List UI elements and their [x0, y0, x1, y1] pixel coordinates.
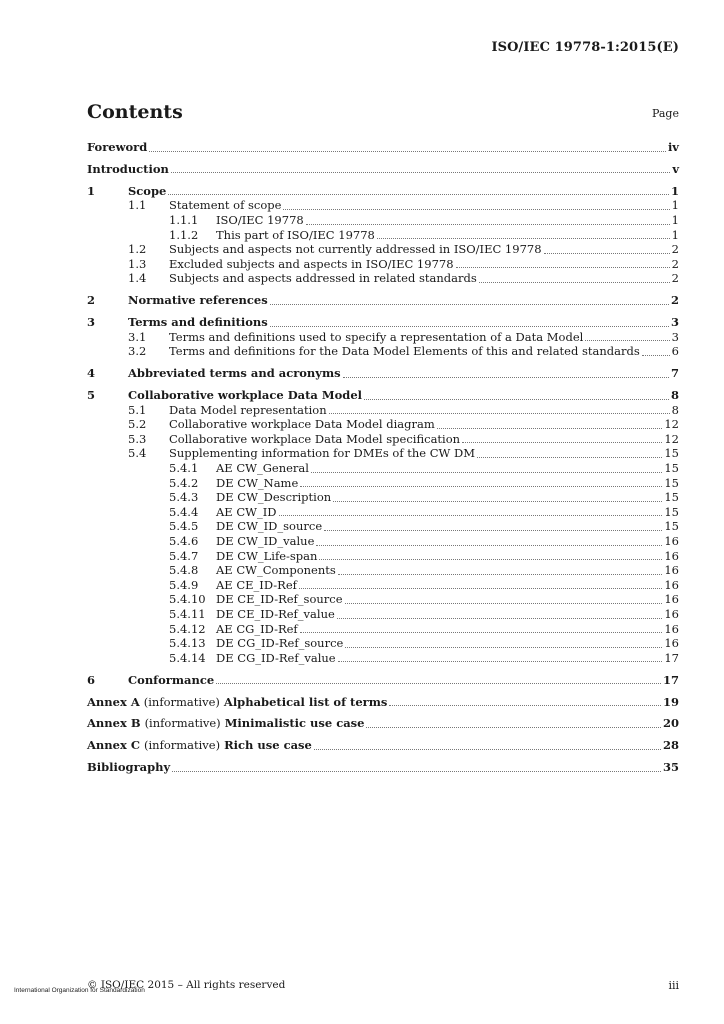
dot-leader — [333, 500, 662, 502]
toc-entry-page: 16 — [664, 563, 679, 578]
annex-label: Annex A — [87, 694, 140, 709]
toc-entry-title: DE CW_ID_value — [216, 534, 315, 549]
toc-entry[interactable] — [87, 622, 679, 637]
toc-entry[interactable] — [87, 271, 679, 286]
toc-entry-title: Introduction — [87, 161, 169, 176]
toc-entry-title: Collaborative workplace Data Model — [128, 388, 363, 403]
annex-label: Annex C — [87, 738, 140, 753]
toc-entry-page: 1 — [671, 198, 679, 213]
toc-entry[interactable] — [87, 198, 679, 213]
toc-entry[interactable] — [87, 490, 679, 505]
toc-entry-number: 1 — [87, 183, 96, 198]
dot-leader — [172, 770, 661, 772]
toc-entry[interactable] — [87, 651, 679, 666]
toc-entry-title — [87, 716, 364, 731]
dot-leader — [338, 660, 663, 662]
toc-entry-page: 6 — [671, 344, 679, 359]
toc-entry-number: 5 — [87, 388, 96, 403]
dot-leader — [324, 529, 662, 531]
dot-leader — [311, 471, 662, 473]
toc-entry-title: DE CG_ID-Ref_value — [216, 650, 336, 665]
toc-entry-page: 15 — [664, 461, 679, 476]
annex-title: Alphabetical list of terms — [223, 694, 388, 709]
dot-leader — [642, 354, 670, 356]
toc-entry-title: ISO/IEC 19778 — [216, 212, 304, 227]
toc-entry-title: DE CE_ID-Ref_source — [216, 592, 343, 607]
toc-entry-number: 5.4.3 — [169, 490, 199, 505]
toc-entry-title: Subjects and aspects not currently addressed in ISO/IEC 19778 — [169, 242, 542, 257]
toc-entry-number: 5.4.13 — [169, 636, 206, 651]
toc-entry-number: 1.3 — [128, 256, 147, 271]
toc-entry-page: 3 — [671, 329, 679, 344]
toc-entry[interactable] — [87, 716, 679, 731]
toc-entry[interactable] — [87, 140, 679, 155]
toc-entry-number: 5.2 — [128, 417, 147, 432]
toc-entry[interactable] — [87, 578, 679, 593]
dot-leader — [437, 427, 663, 429]
dot-leader — [456, 266, 670, 268]
toc-entry-number: 6 — [87, 672, 96, 687]
toc-entry-number: 1.1 — [128, 198, 147, 213]
toc-entry-title: AE CW_ID — [216, 504, 277, 519]
toc-entry-title — [87, 695, 387, 710]
dot-leader — [338, 573, 663, 575]
toc-entry-number: 1.2 — [128, 242, 147, 257]
toc-entry-page: 2 — [671, 242, 679, 257]
dot-leader — [168, 193, 669, 195]
dot-leader — [300, 485, 662, 487]
dot-leader — [270, 325, 669, 327]
toc-entry[interactable] — [87, 330, 679, 345]
annex-note: (informative) — [144, 738, 221, 753]
toc-entry-title: AE CW_Components — [216, 563, 336, 578]
toc-entry-page: 1 — [670, 183, 679, 198]
toc-entry-number: 4 — [87, 366, 96, 381]
toc-entry-page: 16 — [664, 577, 679, 592]
toc-entry-page: 16 — [664, 534, 679, 549]
toc-entry-page: 2 — [671, 271, 679, 286]
toc-entry-number: 5.4.5 — [169, 519, 199, 534]
toc-entry-page: 15 — [664, 475, 679, 490]
toc-entry-title: Collaborative workplace Data Model diagram — [169, 417, 435, 432]
toc-entry-page: 16 — [664, 636, 679, 651]
dot-leader — [306, 223, 670, 225]
toc-entry-title: DE CW_Name — [216, 475, 299, 490]
table-of-contents — [87, 140, 679, 775]
toc-entry-title: Scope — [128, 183, 167, 198]
toc-entry-title: Terms and definitions — [128, 315, 268, 330]
toc-entry-page: 35 — [662, 760, 679, 775]
dot-leader — [283, 208, 669, 210]
toc-entry-page: 8 — [671, 402, 679, 417]
toc-entry-number: 3 — [87, 315, 96, 330]
toc-entry[interactable] — [87, 293, 679, 308]
annex-note: (informative) — [144, 716, 221, 731]
toc-entry-title: Terms and definitions for the Data Model Elements of this and related standards — [169, 344, 640, 359]
dot-leader — [477, 456, 662, 458]
dot-leader — [343, 376, 669, 378]
toc-entry-title: DE CW_ID_source — [216, 519, 323, 534]
toc-entry-page: 16 — [664, 592, 679, 607]
toc-entry-page: 1 — [671, 227, 679, 242]
toc-entry-page: 8 — [670, 388, 679, 403]
toc-entry-page: 17 — [662, 672, 679, 687]
toc-entry-number: 5.4.12 — [169, 621, 206, 636]
dot-leader — [585, 339, 669, 341]
dot-leader — [329, 412, 670, 414]
toc-entry-number: 5.4.9 — [169, 577, 199, 592]
toc-entry-title: AE CE_ID-Ref — [216, 577, 297, 592]
toc-entry-title: Terms and definitions used to specify a representation of a Data Model — [169, 329, 584, 344]
toc-entry-page: 16 — [664, 607, 679, 621]
toc-entry-page: 3 — [670, 315, 679, 330]
page-number: iii — [668, 979, 679, 992]
toc-entry[interactable] — [87, 366, 679, 381]
toc-entry-page: 20 — [662, 716, 679, 731]
toc-entry-number: 3.2 — [128, 344, 147, 359]
toc-entry-title: Abbreviated terms and acronyms — [128, 366, 341, 381]
toc-entry-page: 2 — [670, 293, 679, 308]
toc-entry[interactable] — [87, 695, 679, 710]
organization-stamp: International Organization for Standardization — [14, 987, 145, 994]
toc-entry-number: 5.4.11 — [169, 607, 206, 621]
toc-entry-page: 15 — [664, 504, 679, 519]
toc-entry-title: Foreword — [87, 140, 148, 154]
toc-entry[interactable] — [87, 673, 679, 688]
dot-leader — [345, 646, 662, 648]
toc-entry-number: 1.4 — [128, 271, 147, 286]
toc-entry-title: DE CE_ID-Ref_value — [216, 607, 335, 621]
toc-entry-number: 1.1.1 — [169, 212, 199, 227]
toc-entry-title: DE CW_Life-span — [216, 548, 318, 563]
toc-entry[interactable] — [87, 315, 679, 330]
toc-entry-number: 5.4.1 — [169, 461, 199, 476]
toc-entry-page: 19 — [662, 694, 679, 709]
toc-entry-title: Conformance — [128, 672, 215, 687]
toc-entry-number: 5.4.10 — [169, 592, 206, 607]
toc-entry-page: 12 — [664, 431, 679, 446]
toc-entry[interactable] — [87, 446, 679, 461]
annex-title: Minimalistic use case — [224, 716, 365, 731]
toc-entry-title: Supplementing information for DMEs of the CW DM — [169, 446, 476, 461]
dot-leader — [319, 558, 662, 560]
dot-leader — [479, 281, 670, 283]
toc-entry-title: Normative references — [128, 293, 268, 308]
dot-leader — [337, 617, 663, 619]
toc-entry[interactable] — [87, 738, 679, 753]
dot-leader — [270, 303, 669, 305]
toc-entry[interactable] — [87, 636, 679, 651]
toc-entry-title: Statement of scope — [169, 198, 282, 213]
toc-entry-page: 15 — [664, 446, 679, 461]
toc-entry[interactable] — [87, 461, 679, 476]
toc-entry-number: 5.4.7 — [169, 548, 199, 563]
dot-leader — [364, 398, 669, 400]
toc-entry-number: 2 — [87, 293, 96, 308]
dot-leader — [149, 150, 666, 152]
toc-entry-page: 7 — [670, 366, 679, 381]
toc-entry-title: Collaborative workplace Data Model specification — [169, 431, 461, 446]
toc-entry[interactable] — [87, 162, 679, 177]
toc-entry-number: 5.4.2 — [169, 475, 199, 490]
toc-entry-page: 12 — [664, 417, 679, 432]
dot-leader — [216, 682, 661, 684]
toc-entry[interactable] — [87, 760, 679, 775]
toc-entry-page: 1 — [671, 212, 679, 227]
toc-entry-number: 5.4.4 — [169, 504, 199, 519]
toc-entry[interactable] — [87, 417, 679, 432]
toc-entry-title — [87, 738, 312, 753]
toc-entry-page: 16 — [664, 621, 679, 636]
toc-entry-title: Subjects and aspects addressed in related standards — [169, 271, 477, 286]
toc-entry-page: 2 — [671, 256, 679, 271]
toc-entry[interactable] — [87, 344, 679, 359]
toc-entry-page: iv — [667, 140, 679, 154]
toc-entry-number: 5.4.14 — [169, 650, 206, 665]
dot-leader — [279, 514, 663, 516]
toc-entry[interactable] — [87, 213, 679, 228]
dot-leader — [300, 631, 663, 633]
toc-entry[interactable] — [87, 228, 679, 243]
copyright-notice: © ISO/IEC 2015 – All rights reserved — [87, 979, 286, 991]
toc-entry[interactable] — [87, 476, 679, 491]
annex-title: Rich use case — [224, 738, 312, 753]
page-title: Contents — [87, 101, 183, 123]
toc-entry[interactable] — [87, 505, 679, 520]
toc-entry[interactable] — [87, 563, 679, 578]
toc-entry-page: 17 — [664, 650, 679, 665]
toc-entry-page: 28 — [662, 738, 679, 753]
dot-leader — [366, 726, 661, 728]
toc-entry[interactable] — [87, 534, 679, 549]
toc-entry-title: DE CG_ID-Ref_source — [216, 636, 344, 651]
toc-entry-title: Excluded subjects and aspects in ISO/IEC 19778 — [169, 256, 454, 271]
toc-entry[interactable] — [87, 549, 679, 564]
annex-label: Annex B — [87, 716, 141, 731]
toc-entry-number: 3.1 — [128, 329, 147, 344]
toc-entry-number: 1.1.2 — [169, 227, 199, 242]
toc-entry-title: AE CG_ID-Ref — [216, 621, 298, 636]
toc-entry-page: 15 — [664, 519, 679, 534]
toc-entry[interactable] — [87, 607, 679, 622]
toc-entry[interactable] — [87, 432, 679, 447]
page-column-label: Page — [651, 107, 679, 120]
toc-entry[interactable] — [87, 519, 679, 534]
toc-entry-title: AE CW_General — [216, 461, 309, 476]
toc-entry-page: 16 — [664, 548, 679, 563]
toc-entry-number: 5.4.6 — [169, 534, 199, 549]
toc-entry-title: Bibliography — [87, 760, 171, 775]
toc-entry-number: 5.3 — [128, 431, 147, 446]
toc-entry[interactable] — [87, 184, 679, 199]
toc-entry-title: DE CW_Description — [216, 490, 332, 505]
toc-entry-title: Data Model representation — [169, 402, 327, 417]
dot-leader — [462, 441, 662, 443]
toc-entry-number: 5.4.8 — [169, 563, 199, 578]
toc-entry[interactable] — [87, 403, 679, 418]
dot-leader — [345, 602, 663, 604]
toc-entry[interactable] — [87, 257, 679, 272]
toc-entry-page: v — [672, 161, 679, 176]
dot-leader — [171, 171, 670, 173]
dot-leader — [377, 237, 670, 239]
dot-leader — [314, 748, 661, 750]
dot-leader — [389, 704, 661, 706]
toc-entry-number: 5.1 — [128, 402, 147, 417]
toc-entry[interactable] — [87, 592, 679, 607]
dot-leader — [544, 252, 670, 254]
toc-entry[interactable] — [87, 388, 679, 403]
document-identifier: ISO/IEC 19778-1:2015(E) — [491, 40, 679, 55]
dot-leader — [316, 544, 662, 546]
toc-entry-title: This part of ISO/IEC 19778 — [216, 227, 375, 242]
toc-entry[interactable] — [87, 242, 679, 257]
toc-entry-number: 5.4 — [128, 446, 147, 461]
annex-note: (informative) — [143, 694, 220, 709]
toc-entry-page: 15 — [664, 490, 679, 505]
dot-leader — [299, 587, 662, 589]
